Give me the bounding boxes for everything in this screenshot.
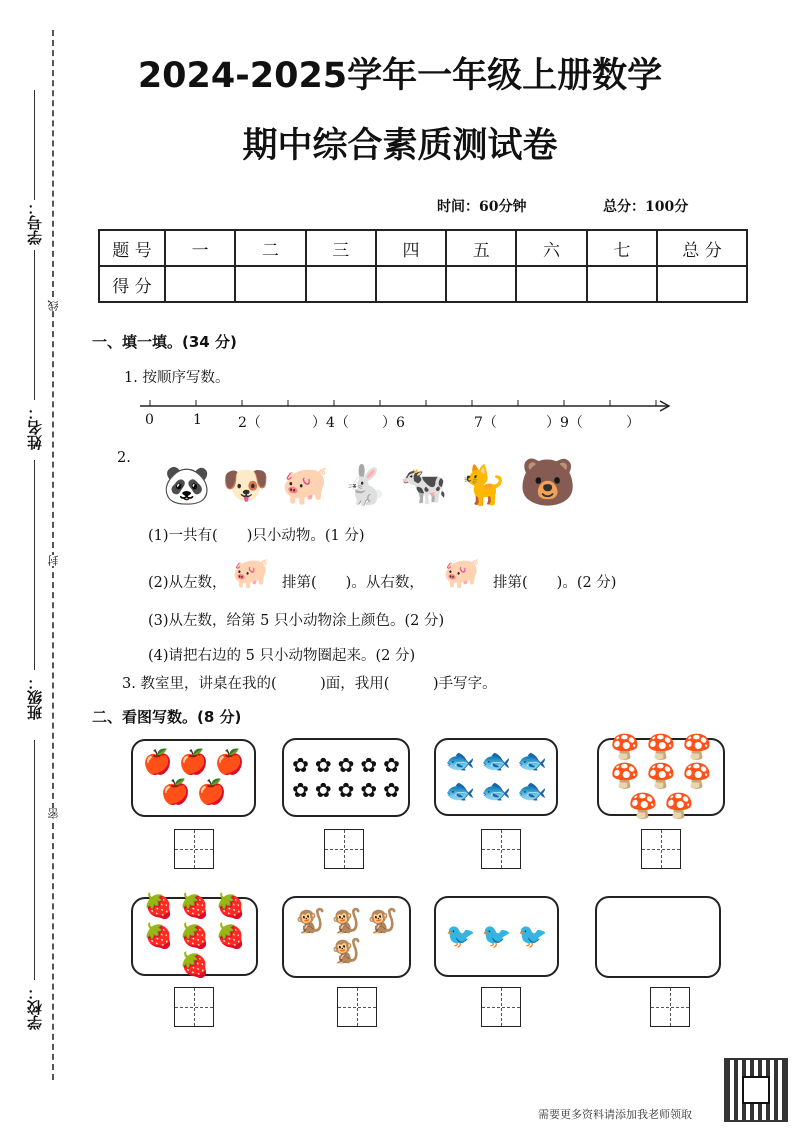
answer-grid[interactable]: [337, 987, 377, 1027]
q2-3: (3)从左数，给第 5 只小动物涂上颜色。(2 分): [148, 613, 445, 629]
total-label: 总分：100分: [603, 199, 689, 215]
flower-icon: ✿: [314, 777, 332, 802]
apple-icon: 🍎: [142, 748, 173, 777]
nl-9[interactable]: ）9（: [546, 415, 583, 431]
mushroom-icon: 🍄: [681, 762, 712, 791]
nl-0: 0: [145, 412, 154, 428]
score-cell[interactable]: [587, 266, 657, 302]
mushroom-icon: 🍄: [610, 762, 641, 791]
score-cell[interactable]: [165, 266, 235, 302]
footer-note: 需要更多资料请添加我老师领取: [538, 1108, 692, 1121]
picture-box-strawberry: [131, 892, 258, 980]
picture-box-bird: [434, 896, 559, 977]
nl-6: ）6: [382, 415, 405, 431]
answer-grid[interactable]: [174, 987, 214, 1027]
mushroom-icon: 🍄: [664, 791, 694, 820]
answer-grid[interactable]: [641, 829, 681, 869]
score-row: [99, 266, 747, 302]
fish-icon: 🐟: [516, 777, 547, 805]
flower-icon: ✿: [360, 777, 378, 802]
name-label: 姓名：: [26, 405, 44, 450]
flower-icon: ✿: [314, 752, 332, 777]
header-cell: 五: [446, 230, 516, 266]
picture-box-empty: [595, 896, 721, 978]
fish-icon: 🐟: [445, 777, 476, 805]
monkey-icon: 🐒: [367, 907, 398, 936]
pig-icon-inline-1: 🐖: [232, 556, 270, 591]
picture-box-monkey: [282, 896, 411, 978]
pig-icon-inline-2: 🐖: [443, 556, 481, 591]
apple-icon: 🍎: [196, 778, 227, 806]
header-cell: 总 分: [657, 230, 747, 266]
class-label: 班级：: [26, 675, 44, 720]
nl-1: 1: [193, 412, 202, 428]
strawberry-icon: 🍓: [179, 921, 210, 950]
mark-mi: 密: [47, 808, 60, 819]
picture-box-flower: [282, 738, 410, 817]
strawberry-icon: 🍓: [215, 892, 246, 921]
qr-center: [742, 1076, 770, 1104]
fish-icon: 🐟: [516, 747, 547, 776]
section2-title: 二、看图写数。(8 分): [92, 708, 242, 726]
header-cell: 题 号: [99, 230, 165, 266]
header-cell: 六: [516, 230, 586, 266]
answer-grid[interactable]: [324, 829, 364, 869]
section1-title: 一、填一填。(34 分): [92, 333, 237, 351]
score-cell[interactable]: [376, 266, 446, 302]
score-header-row: [99, 230, 747, 266]
score-cell[interactable]: [657, 266, 747, 302]
number-line: [138, 398, 678, 414]
dog-icon: 🐶: [222, 463, 282, 507]
strawberry-icon: 🍓: [179, 892, 210, 921]
flower-icon: ✿: [337, 777, 355, 802]
name-line: [34, 250, 35, 400]
mushroom-icon: 🍄: [646, 732, 676, 761]
score-cell[interactable]: [516, 266, 586, 302]
q2-label: 2.: [117, 450, 131, 466]
animals-row: [163, 455, 588, 510]
apple-icon: 🍎: [178, 748, 209, 777]
flower-icon: ✿: [292, 752, 309, 777]
nl-2[interactable]: 2（: [238, 415, 261, 431]
apple-icon: 🍎: [214, 748, 245, 777]
school-label: 学校：: [26, 985, 44, 1030]
fish-icon: 🐟: [445, 747, 476, 776]
mushroom-icon: 🍄: [610, 732, 641, 761]
answer-grid[interactable]: [650, 987, 690, 1027]
bird-icon: 🐦: [445, 921, 476, 950]
q1-text: 1. 按顺序写数。: [124, 370, 230, 386]
bear-icon: 🐻: [518, 455, 589, 509]
flower-icon: ✿: [383, 777, 400, 802]
bird-icon: 🐦: [481, 921, 512, 950]
monkey-icon: 🐒: [295, 907, 326, 936]
q2-1: (1)一共有( )只小动物。(1 分): [148, 528, 365, 544]
cat-icon: 🐈: [459, 463, 519, 507]
panda-icon: 🐼: [163, 463, 223, 507]
header-cell: 三: [306, 230, 376, 266]
monkey-icon: 🐒: [331, 937, 362, 965]
title-line-1: 2024-2025学年一年级上册数学: [137, 56, 663, 96]
rabbit-icon: 🐇: [340, 463, 401, 507]
nl-end: ）: [626, 415, 640, 431]
flower-icon: ✿: [360, 752, 378, 777]
school-line: [34, 740, 35, 980]
mark-xian: 线: [47, 300, 60, 311]
answer-grid[interactable]: [481, 829, 521, 869]
strawberry-icon: 🍓: [143, 892, 174, 921]
picture-box-fish: [434, 738, 558, 816]
nl-7[interactable]: 7（: [474, 415, 497, 431]
time-label: 时间：60分钟: [437, 199, 527, 215]
fish-icon: 🐟: [481, 777, 511, 805]
q2-2c: 排第( )。(2 分): [493, 575, 617, 591]
cow-icon: 🐄: [400, 463, 460, 507]
class-line: [34, 460, 35, 670]
flower-icon: ✿: [337, 752, 355, 777]
apple-icon: 🍎: [160, 778, 191, 806]
monkey-icon: 🐒: [331, 907, 362, 936]
score-row-label: 得 分: [99, 266, 165, 302]
q2-2a: (2)从左数，: [148, 575, 227, 591]
number-line-ticks: [150, 400, 656, 406]
score-cell[interactable]: [306, 266, 376, 302]
score-cell[interactable]: [446, 266, 516, 302]
score-cell[interactable]: [235, 266, 305, 302]
mushroom-icon: 🍄: [628, 791, 658, 820]
fish-icon: 🐟: [481, 747, 511, 776]
strawberry-icon: 🍓: [215, 921, 246, 950]
student-id-label: 学号：: [26, 200, 44, 245]
strawberry-icon: 🍓: [179, 951, 210, 980]
header-cell: 四: [376, 230, 446, 266]
picture-box-mushroom: [597, 732, 725, 820]
pig-icon: 🐖: [281, 463, 341, 507]
answer-grid[interactable]: [174, 829, 214, 869]
mark-feng: 封: [47, 555, 60, 566]
bird-icon: 🐦: [517, 921, 548, 950]
answer-grid[interactable]: [481, 987, 521, 1027]
header-cell: 一: [165, 230, 235, 266]
flower-icon: ✿: [383, 752, 400, 777]
mushroom-icon: 🍄: [646, 762, 676, 791]
flower-icon: ✿: [292, 777, 309, 802]
mushroom-icon: 🍄: [681, 732, 712, 761]
q3-text: 3. 教室里，讲桌在我的( )面，我用( )手写字。: [122, 676, 497, 692]
header-cell: 七: [587, 230, 657, 266]
strawberry-icon: 🍓: [143, 921, 174, 950]
q2-2b: 排第( )。从右数，: [282, 575, 424, 591]
header-cell: 二: [235, 230, 305, 266]
score-table: [98, 229, 748, 303]
picture-box-apple: [131, 739, 256, 817]
nl-4[interactable]: ）4（: [312, 415, 349, 431]
q2-4: (4)请把右边的 5 只小动物圈起来。(2 分): [148, 648, 416, 664]
title-line-2: 期中综合素质测试卷: [242, 126, 558, 166]
